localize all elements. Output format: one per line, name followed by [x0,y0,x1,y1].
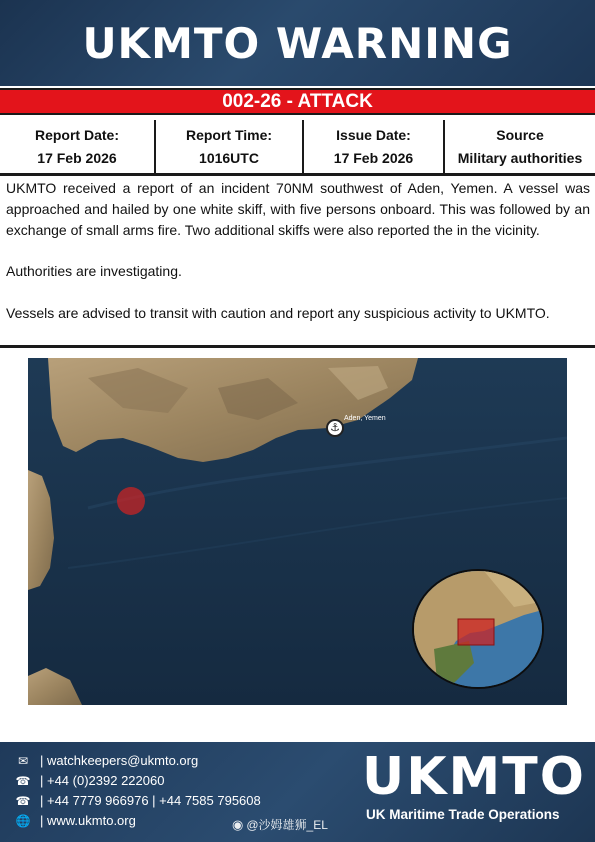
contact-website-text[interactable]: | www.ukmto.org [40,813,136,828]
contact-email-text[interactable]: | watchkeepers@ukmto.org [40,753,199,768]
contact-phone-main [14,773,164,788]
phone-icon: ☎ [15,793,31,808]
contact-phone-mobile-text[interactable]: | +44 7779 966976 | +44 7585 795608 [40,793,261,808]
ukmto-tagline: UK Maritime Trade Operations [366,807,560,822]
incident-marker [117,487,145,515]
source-label: Source [496,126,544,143]
report-time-value: 1016UTC [199,150,259,167]
issue-date-cell [302,120,443,173]
section-divider [0,345,595,348]
ukmto-logo: UKMTO [362,747,586,807]
report-date-cell [0,120,154,173]
page-title: UKMTO WARNING [82,18,513,68]
report-info-table [0,120,595,176]
report-date-value: 17 Feb 2026 [37,150,117,167]
body-paragraph-incident: UKMTO received a report of an incident 70NM southwest of Aden, Yemen. A vessel was approached and hailed by one white skiff, with five persons onboard. This was followed by an exchange of small arms fire. Two additional skiffs were also reported the in the vicinity. [6,180,590,238]
issue-date-value: 17 Feb 2026 [333,150,414,167]
contact-phone-main-text[interactable]: | +44 (0)2392 222060 [40,773,165,788]
source-cell [443,120,595,173]
contact-website [14,813,136,828]
globe-icon: 🌐 [15,813,31,828]
anchor-icon: ⚓ [326,419,344,437]
contact-email [14,753,198,768]
source-value: Military authorities [457,150,583,167]
report-body [6,178,590,324]
contact-phone-mobile [14,793,261,808]
weibo-icon: ◉ [232,816,244,832]
watermark-text: @沙姆雄狮_EL [246,818,328,832]
inset-region-highlight [458,619,494,645]
report-date-label: Report Date: [34,126,119,143]
phone-icon: ☎ [15,773,31,788]
watermark [232,816,328,833]
port-label: Aden, Yemen [344,415,386,422]
inset-terrain [414,571,544,689]
report-time-label: Report Time: [185,126,273,143]
inset-locator-map [412,569,544,689]
alert-banner [0,88,595,115]
body-paragraph-advice: Vessels are advised to transit with caution and report any suspicious activity to UKMTO. [6,304,550,321]
alert-banner-text: 002-26 - ATTACK [222,90,373,112]
body-paragraph-authorities: Authorities are investigating. [6,263,182,280]
issue-date-label: Issue Date: [336,126,411,143]
header [0,0,595,86]
incident-map [28,358,567,705]
report-time-cell [154,120,302,173]
envelope-icon: ✉ [17,753,29,768]
